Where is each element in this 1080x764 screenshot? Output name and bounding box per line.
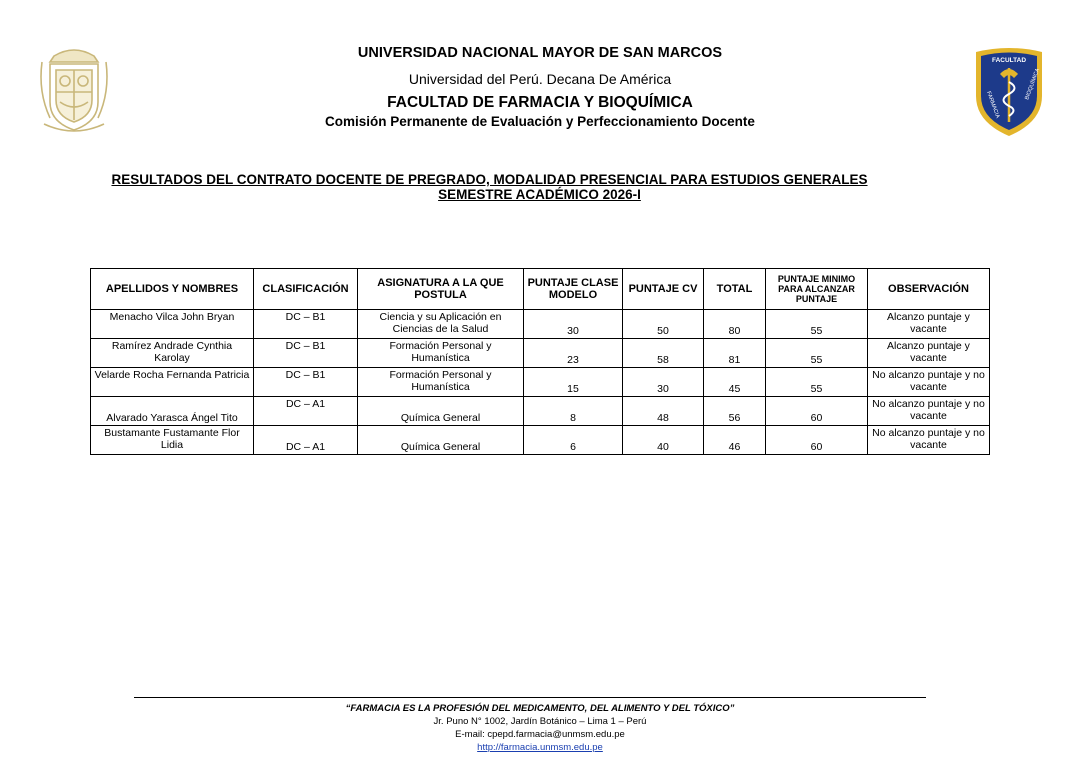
cell-classification: DC – A1 bbox=[254, 397, 358, 426]
cell-subject: Química General bbox=[358, 426, 524, 455]
cell-cv-score: 40 bbox=[623, 426, 704, 455]
cell-class-score: 6 bbox=[524, 426, 623, 455]
cell-name: Velarde Rocha Fernanda Patricia bbox=[91, 368, 254, 397]
header-observation: OBSERVACIÓN bbox=[868, 269, 990, 310]
header-name: APELLIDOS Y NOMBRES bbox=[91, 269, 254, 310]
header-min-score: PUNTAJE MINIMO PARA ALCANZAR PUNTAJE bbox=[766, 269, 868, 310]
table-row bbox=[91, 397, 990, 426]
commission-name: Comisión Permanente de Evaluación y Perfeccionamiento Docente bbox=[325, 114, 755, 129]
footer-address: Jr. Puno N° 1002, Jardín Botánico – Lima 1 – Perú bbox=[433, 716, 647, 727]
cell-observation: No alcanzo puntaje y no vacante bbox=[868, 397, 990, 426]
cell-total: 46 bbox=[704, 426, 766, 455]
logo-text-top: FACULTAD bbox=[991, 57, 1027, 64]
cell-observation: No alcanzo puntaje y no vacante bbox=[868, 368, 990, 397]
header-cv-score: PUNTAJE CV bbox=[623, 269, 704, 310]
footer-motto: “FARMACIA ES LA PROFESIÓN DEL MEDICAMENTO, DEL ALIMENTO Y DEL TÓXICO” bbox=[345, 703, 735, 714]
cell-class-score: 23 bbox=[524, 339, 623, 368]
cell-observation: Alcanzo puntaje y vacante bbox=[868, 310, 990, 339]
header-class-score: PUNTAJE CLASE MODELO bbox=[524, 269, 623, 310]
cell-total: 56 bbox=[704, 397, 766, 426]
university-name: UNIVERSIDAD NACIONAL MAYOR DE SAN MARCOS bbox=[357, 45, 723, 61]
cell-min-score: 55 bbox=[766, 339, 868, 368]
cell-class-score: 30 bbox=[524, 310, 623, 339]
cell-name: Bustamante Fustamante Flor Lidia bbox=[91, 426, 254, 455]
header-total: TOTAL bbox=[704, 269, 766, 310]
header-classification: CLASIFICACIÓN bbox=[254, 269, 358, 310]
table-row bbox=[91, 426, 990, 455]
footer-website-text[interactable]: http://farmacia.unmsm.edu.pe bbox=[477, 742, 603, 753]
cell-min-score: 55 bbox=[766, 310, 868, 339]
cell-name: Alvarado Yarasca Ángel Tito bbox=[91, 397, 254, 426]
cell-subject: Formación Personal y Humanística bbox=[358, 368, 524, 397]
cell-classification: DC – B1 bbox=[254, 368, 358, 397]
cell-cv-score: 30 bbox=[623, 368, 704, 397]
table-header-row bbox=[91, 269, 990, 310]
footer-website-link[interactable] bbox=[0, 742, 1080, 753]
cell-min-score: 55 bbox=[766, 368, 868, 397]
cell-total: 45 bbox=[704, 368, 766, 397]
cell-min-score: 60 bbox=[766, 397, 868, 426]
cell-min-score: 60 bbox=[766, 426, 868, 455]
cell-classification: DC – A1 bbox=[254, 426, 358, 455]
cell-observation: No alcanzo puntaje y no vacante bbox=[868, 426, 990, 455]
faculty-name: FACULTAD DE FARMACIA Y BIOQUÍMICA bbox=[387, 94, 693, 111]
cell-observation: Alcanzo puntaje y vacante bbox=[868, 339, 990, 368]
cell-subject: Ciencia y su Aplicación en Ciencias de la Salud bbox=[358, 310, 524, 339]
cell-class-score: 15 bbox=[524, 368, 623, 397]
cell-class-score: 8 bbox=[524, 397, 623, 426]
table-row bbox=[91, 339, 990, 368]
logo-text-left: FARMACIA bbox=[985, 90, 1001, 120]
cell-classification: DC – B1 bbox=[254, 339, 358, 368]
cell-cv-score: 48 bbox=[623, 397, 704, 426]
table-row bbox=[91, 368, 990, 397]
university-subtitle: Universidad del Perú. Decana De América bbox=[408, 71, 672, 87]
cell-cv-score: 50 bbox=[623, 310, 704, 339]
footer-email: E-mail: cpepd.farmacia@unmsm.edu.pe bbox=[455, 729, 625, 740]
footer-divider bbox=[134, 697, 926, 698]
cell-total: 81 bbox=[704, 339, 766, 368]
header-subject: ASIGNATURA A LA QUE POSTULA bbox=[358, 269, 524, 310]
cell-subject: Formación Personal y Humanística bbox=[358, 339, 524, 368]
cell-cv-score: 58 bbox=[623, 339, 704, 368]
document-title: RESULTADOS DEL CONTRATO DOCENTE DE PREGRADO, MODALIDAD PRESENCIAL PARA ESTUDIOS GENERALES bbox=[111, 172, 868, 187]
cell-subject: Química General bbox=[358, 397, 524, 426]
logo-text-right: BIOQUÍMICA bbox=[1024, 67, 1042, 101]
cell-name: Ramírez Andrade Cynthia Karolay bbox=[91, 339, 254, 368]
cell-name: Menacho Vilca John Bryan bbox=[91, 310, 254, 339]
results-table bbox=[90, 268, 990, 455]
cell-classification: DC – B1 bbox=[254, 310, 358, 339]
document-subtitle: SEMESTRE ACADÉMICO 2026-I bbox=[438, 187, 641, 202]
cell-total: 80 bbox=[704, 310, 766, 339]
table-row bbox=[91, 310, 990, 339]
